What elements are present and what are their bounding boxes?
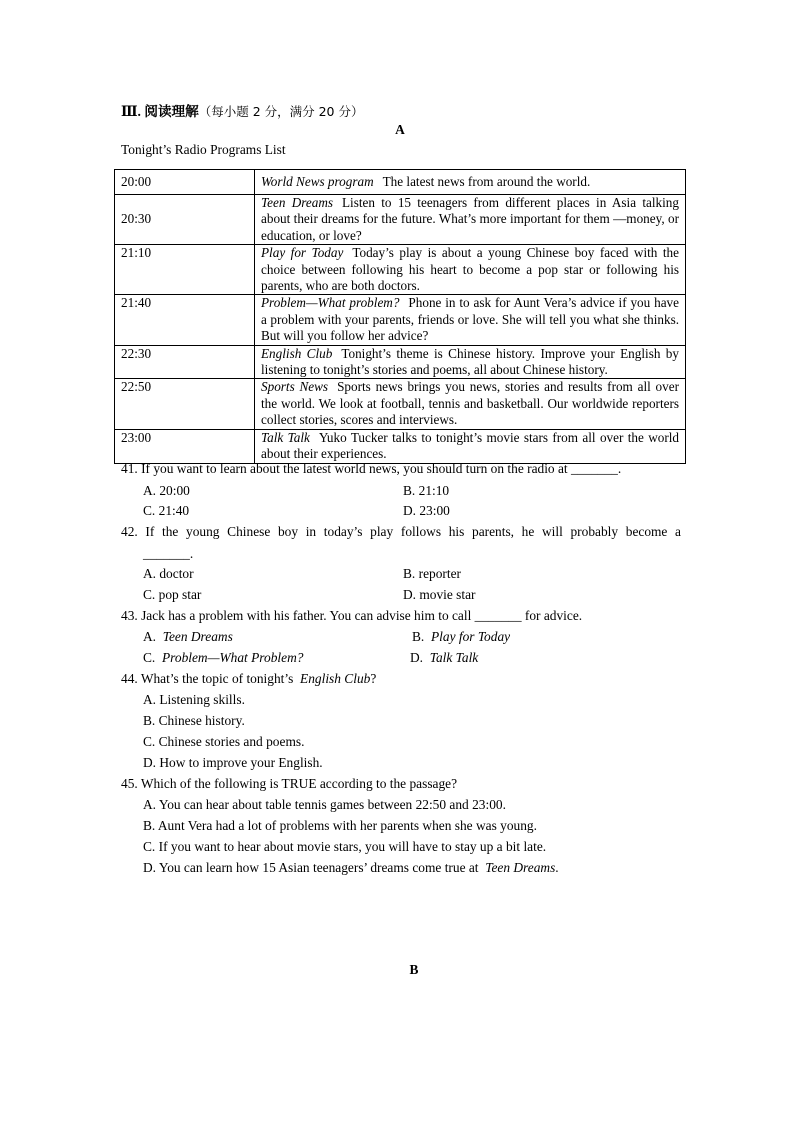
question-42-stem: 42. If the young Chinese boy in today’s play follows his parents, he will probably become a [121, 524, 681, 539]
stem-suffix: ? [370, 671, 377, 686]
option-suffix: . [555, 860, 559, 875]
program-desc: Today’s play is about a young Chinese boy faced with the choice between following his heart to become a pop star or following his parents, who are both doctors. [261, 245, 679, 294]
option-letter: D. [410, 650, 424, 665]
program-time: 20:00 [115, 170, 255, 195]
question-42-option-c: C. pop star [143, 587, 202, 602]
program-time: 23:00 [115, 429, 255, 463]
question-42-stem-blank: _______. [143, 546, 194, 561]
program-time: 22:50 [115, 379, 255, 429]
question-43-option-d [410, 649, 478, 667]
program-cell [255, 429, 686, 463]
program-desc: The latest news from around the world. [382, 173, 591, 189]
option-letter: C. [143, 650, 156, 665]
program-name: Teen Dreams [261, 195, 333, 210]
program-cell [255, 295, 686, 345]
part-b-label: B [409, 962, 419, 977]
question-41-stem: 41. If you want to learn about the latest world news, you should turn on the radio at _______. [121, 461, 622, 476]
option-letter: A. [143, 629, 157, 644]
option-letter: B. [412, 629, 425, 644]
option-text: Teen Dreams [162, 629, 233, 644]
programs-list-title: Tonight’s Radio Programs List [121, 142, 286, 157]
section-heading [121, 100, 364, 120]
program-cell [255, 379, 686, 429]
program-desc: Listen to 15 teenagers from different places in Asia talking about their dreams for the future. What’s more important for them —money, or education, or love? [261, 195, 679, 243]
question-45-option-b: B. Aunt Vera had a lot of problems with her parents when she was young. [143, 818, 537, 833]
question-44-option-b: B. Chinese history. [143, 713, 245, 728]
question-41-option-a: A. 20:00 [143, 483, 190, 498]
program-cell [255, 245, 686, 295]
question-45-stem: 45. Which of the following is TRUE according to the passage? [121, 776, 458, 791]
question-43-option-a [143, 628, 233, 646]
program-desc: Tonight’s theme is Chinese history. Improve your English by listening to tonight’s stories and poems, all about Chinese history. [261, 345, 679, 378]
program-name: Play for Today [261, 245, 344, 261]
program-time: 22:30 [115, 345, 255, 379]
stem-italic: English Club [300, 671, 371, 686]
table-row [115, 170, 686, 195]
program-time: 21:10 [115, 245, 255, 295]
table-row [115, 195, 686, 245]
option-text: Problem—What Problem? [161, 650, 304, 665]
question-42-option-b: B. reporter [403, 566, 462, 581]
table-row [115, 379, 686, 429]
question-41-option-d: D. 23:00 [403, 503, 450, 518]
table-row [115, 345, 686, 379]
program-name: English Club [261, 345, 333, 361]
program-cell [255, 195, 686, 245]
question-41-option-b: B. 21:10 [403, 483, 450, 498]
question-42-option-d: D. movie star [403, 587, 476, 602]
program-name: Sports News [261, 379, 329, 395]
program-name: Talk Talk [261, 429, 310, 445]
question-43-stem: 43. Jack has a problem with his father. You can advise him to call _______ for advice. [121, 608, 583, 623]
question-45-option-c: C. If you want to hear about movie stars, you will have to stay up a bit late. [143, 839, 547, 854]
question-43-option-c [143, 649, 303, 667]
part-a-label: A [395, 122, 405, 137]
question-44-option-d: D. How to improve your English. [143, 755, 323, 770]
question-43-option-b [412, 628, 510, 646]
option-text: Talk Talk [429, 650, 479, 665]
question-42-option-a: A. doctor [143, 566, 194, 581]
stem-text: 44. What’s the topic of tonight’s [121, 671, 294, 686]
option-italic: Teen Dreams [485, 860, 556, 875]
program-desc: Sports news brings you news, stories and results from all over the world. We look at football, tennis and basketball. Our worldwide reporters collect stories, scores and interviews. [261, 379, 679, 428]
table-row [115, 295, 686, 345]
program-time: 20:30 [115, 195, 255, 245]
program-desc: Phone in to ask for Aunt Vera’s advice if you have a problem with your parents, friends or love. She will tell you what she thinks. But will you follow her advice? [261, 295, 680, 344]
question-44-option-c: C. Chinese stories and poems. [143, 734, 305, 749]
program-desc: Yuko Tucker talks to tonight’s movie stars from all over the world about their experiences. [261, 429, 679, 462]
program-cell [255, 170, 686, 195]
program-time: 21:40 [115, 295, 255, 345]
question-44-stem [121, 670, 681, 688]
program-cell [255, 345, 686, 379]
program-name: World News program [261, 173, 374, 189]
option-text: D. You can learn how 15 Asian teenagers’ dreams come true at [143, 860, 479, 875]
question-41-option-c: C. 21:40 [143, 503, 190, 518]
section-note: （每小题 2 分，满分 20 分） [198, 104, 364, 119]
program-name: Problem—What problem? [261, 295, 400, 311]
table-row [115, 245, 686, 295]
option-text: Play for Today [430, 629, 511, 644]
section-label: Ⅲ. 阅读理解 [121, 104, 199, 119]
question-45-option-d [143, 859, 559, 877]
table-row [115, 429, 686, 463]
question-44-option-a: A. Listening skills. [143, 692, 245, 707]
question-45-option-a: A. You can hear about table tennis games between 22:50 and 23:00. [143, 797, 506, 812]
programs-table [114, 169, 686, 464]
